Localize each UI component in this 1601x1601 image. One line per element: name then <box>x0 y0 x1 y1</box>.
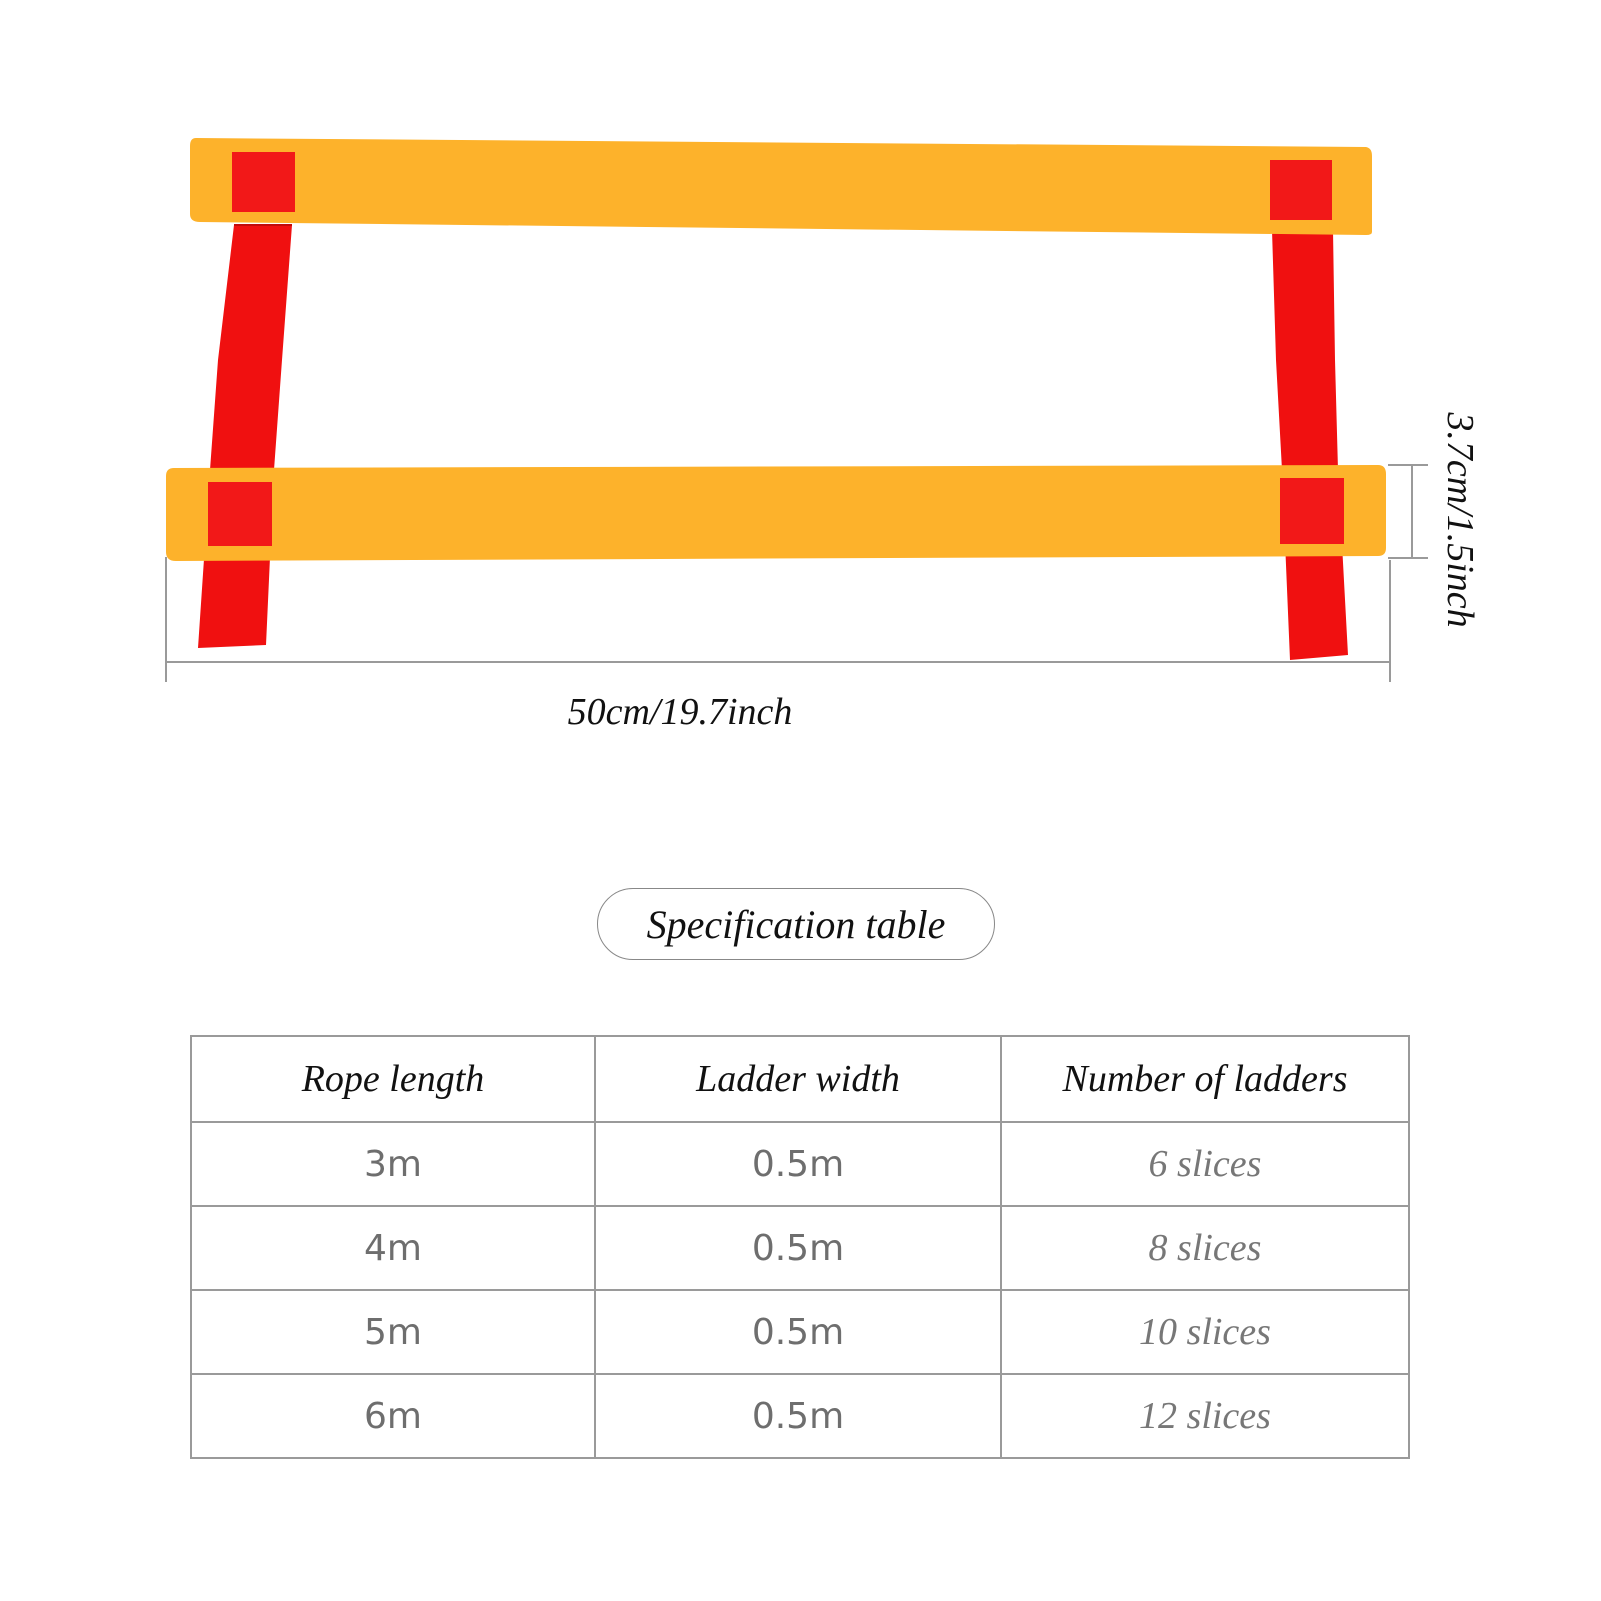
strap-loop-top-right <box>1270 160 1332 220</box>
strap-loop-bottom-left <box>208 482 272 546</box>
table-row <box>191 1290 1409 1374</box>
cell-ladder-width: 0.5m <box>595 1374 1001 1458</box>
spec-table-title: Specification table <box>597 888 995 960</box>
cell-ladder-width: 0.5m <box>595 1122 1001 1206</box>
ladder-illustration <box>0 0 1601 760</box>
height-dimension-line <box>1388 465 1428 558</box>
table-row <box>191 1122 1409 1206</box>
header-number-of-ladders: Number of ladders <box>1001 1036 1409 1122</box>
strap-left <box>198 225 292 648</box>
cell-rope-length: 3m <box>191 1122 595 1206</box>
table-header-row <box>191 1036 1409 1122</box>
ladder-rung-bottom <box>166 465 1386 561</box>
width-dimension-label: 50cm/19.7inch <box>567 691 793 733</box>
cell-ladder-width: 0.5m <box>595 1290 1001 1374</box>
cell-number-of-ladders: 12 slices <box>1001 1374 1409 1458</box>
spec-table <box>190 1035 1410 1459</box>
cell-rope-length: 6m <box>191 1374 595 1458</box>
cell-number-of-ladders: 10 slices <box>1001 1290 1409 1374</box>
width-dimension-line <box>166 557 1390 682</box>
strap-loop-bottom-right <box>1280 478 1344 544</box>
strap-loop-top-left <box>232 152 295 212</box>
ladder-rung-top <box>190 138 1372 235</box>
cell-rope-length: 5m <box>191 1290 595 1374</box>
height-dimension-label: 3.7cm/1.5inch <box>1439 412 1481 628</box>
cell-ladder-width: 0.5m <box>595 1206 1001 1290</box>
cell-number-of-ladders: 6 slices <box>1001 1122 1409 1206</box>
strap-right <box>1272 230 1348 660</box>
cell-number-of-ladders: 8 slices <box>1001 1206 1409 1290</box>
table-row <box>191 1206 1409 1290</box>
header-ladder-width: Ladder width <box>595 1036 1001 1122</box>
cell-rope-length: 4m <box>191 1206 595 1290</box>
header-rope-length: Rope length <box>191 1036 595 1122</box>
table-row <box>191 1374 1409 1458</box>
